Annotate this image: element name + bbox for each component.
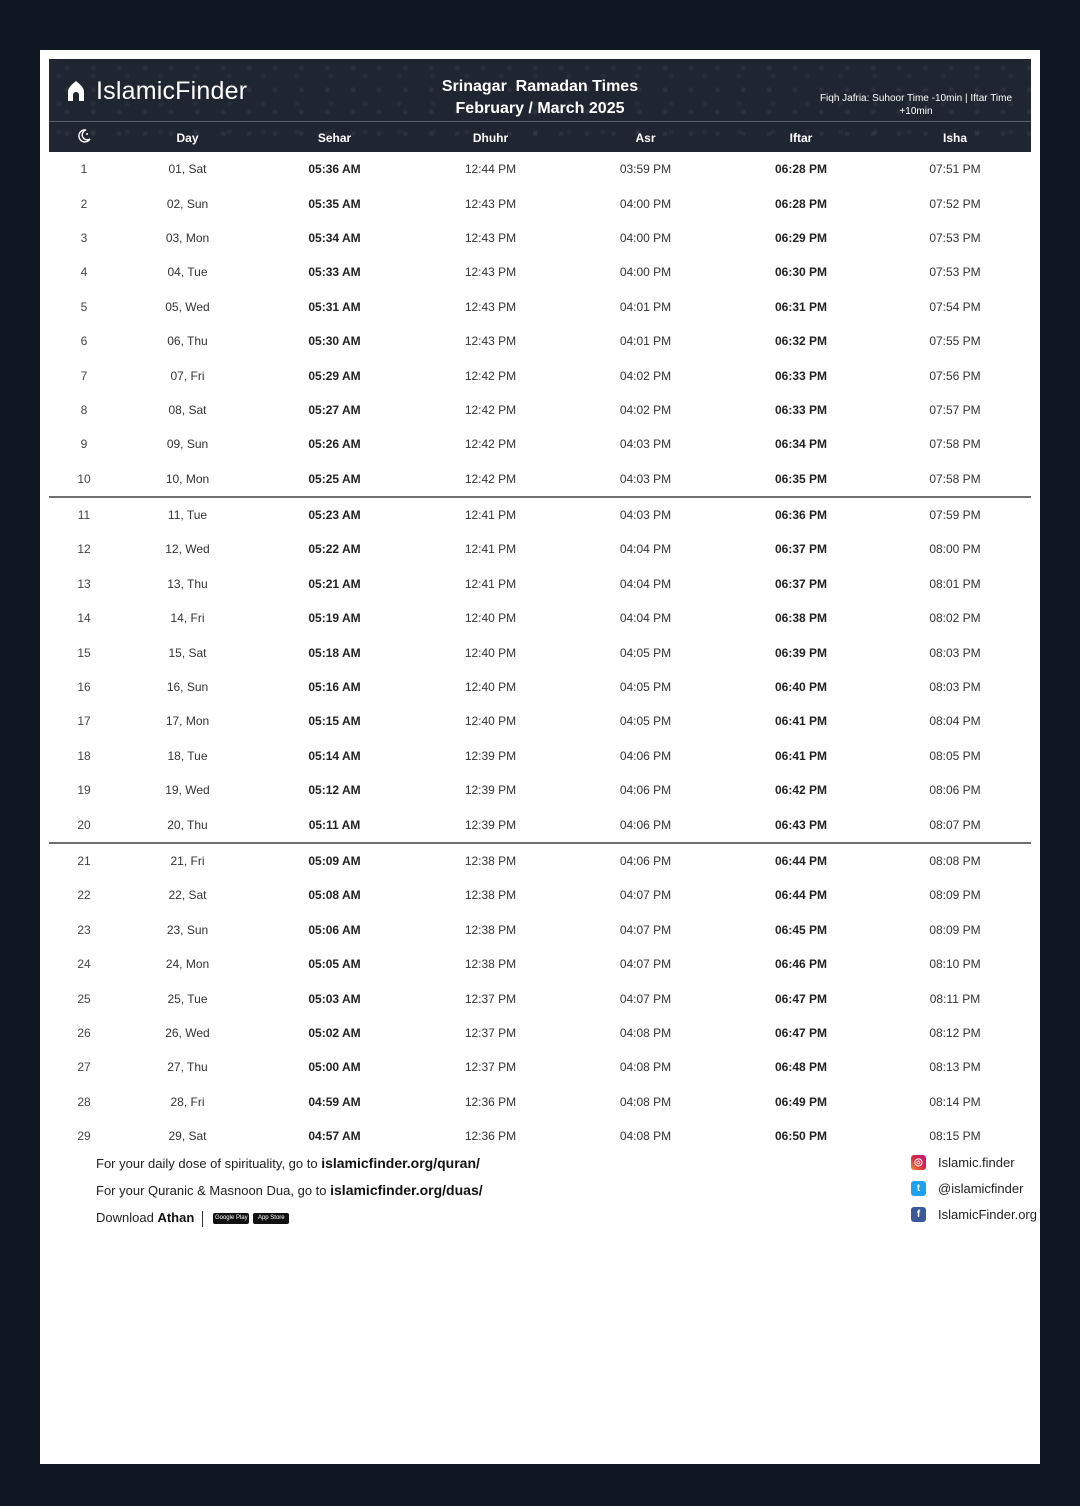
row-dhuhr: 12:41 PM: [464, 576, 517, 591]
row-dhuhr: 12:39 PM: [464, 783, 517, 798]
table-row: [49, 844, 1031, 878]
row-sehar: 05:36 AM: [308, 162, 361, 177]
row-sehar: 05:33 AM: [308, 265, 361, 280]
facebook-link[interactable]: [911, 1207, 1037, 1222]
row-asr: 04:08 PM: [619, 1025, 672, 1040]
row-day: 23, Sun: [166, 922, 209, 937]
header-isha: Isha: [942, 130, 967, 145]
row-iftar: 06:49 PM: [774, 1094, 828, 1109]
row-asr: 04:03 PM: [619, 437, 672, 452]
row-isha: 08:13 PM: [929, 1060, 981, 1075]
table-row: [49, 186, 1031, 220]
row-day: 10, Mon: [165, 471, 210, 486]
row-day: 14, Fri: [170, 611, 205, 626]
table-row: [49, 152, 1031, 186]
row-iftar: 06:40 PM: [774, 680, 828, 695]
row-iftar: 06:44 PM: [774, 888, 828, 903]
row-number: 24: [77, 957, 91, 972]
row-day: 04, Tue: [167, 265, 208, 280]
row-day: 02, Sun: [166, 196, 209, 211]
table-row: [49, 393, 1031, 427]
header-asr: Asr: [635, 130, 656, 145]
row-sehar: 05:26 AM: [308, 437, 361, 452]
row-day: 17, Mon: [165, 714, 210, 729]
row-sehar: 05:06 AM: [308, 922, 361, 937]
row-sehar: 05:34 AM: [308, 230, 361, 245]
row-day: 01, Sat: [168, 162, 207, 177]
row-isha: 08:06 PM: [929, 783, 981, 798]
table-row: [49, 947, 1031, 981]
table-row: [49, 1119, 1031, 1153]
title-city: Srinagar Ramadan Times: [441, 78, 639, 95]
row-sehar: 05:19 AM: [308, 611, 361, 626]
row-day: 28, Fri: [170, 1094, 205, 1109]
row-number: 20: [77, 817, 91, 832]
row-sehar: 05:30 AM: [308, 334, 361, 349]
row-isha: 07:53 PM: [929, 230, 981, 245]
row-dhuhr: 12:44 PM: [464, 162, 517, 177]
row-number: 29: [77, 1129, 91, 1144]
row-sehar: 05:14 AM: [308, 748, 361, 763]
row-number: 2: [80, 196, 88, 211]
table-row: [49, 739, 1031, 773]
row-iftar: 06:42 PM: [774, 783, 828, 798]
row-asr: 04:05 PM: [619, 645, 672, 660]
row-dhuhr: 12:37 PM: [464, 1060, 517, 1075]
row-day: 12, Wed: [165, 542, 210, 557]
download-line: [96, 1210, 289, 1227]
row-isha: 08:12 PM: [929, 1025, 981, 1040]
row-number: 19: [77, 783, 91, 798]
row-asr: 04:07 PM: [619, 922, 672, 937]
row-sehar: 05:31 AM: [308, 299, 361, 314]
instagram-link[interactable]: [911, 1155, 1015, 1170]
row-sehar: 05:03 AM: [308, 991, 361, 1006]
row-sehar: 05:08 AM: [308, 888, 361, 903]
row-isha: 08:00 PM: [929, 542, 981, 557]
row-sehar: 05:09 AM: [308, 854, 361, 868]
row-asr: 04:00 PM: [619, 230, 672, 245]
row-iftar: 06:31 PM: [774, 299, 828, 314]
row-number: 3: [80, 230, 88, 245]
row-iftar: 06:39 PM: [774, 645, 828, 660]
row-dhuhr: 12:37 PM: [464, 991, 517, 1006]
row-asr: 04:07 PM: [619, 888, 672, 903]
app-store-badge[interactable]: App Store: [253, 1213, 289, 1224]
fiqh-note: Fiqh Jafria: Suhoor Time -10min | Iftar Time +10min: [819, 93, 1013, 117]
table-row: [49, 913, 1031, 947]
row-isha: 08:15 PM: [929, 1129, 981, 1144]
row-isha: 07:58 PM: [929, 471, 981, 486]
row-day: 18, Tue: [167, 748, 208, 763]
row-day: 29, Sat: [168, 1129, 207, 1144]
row-asr: 04:07 PM: [619, 991, 672, 1006]
row-isha: 07:54 PM: [929, 299, 981, 314]
row-sehar: 05:00 AM: [308, 1060, 361, 1075]
row-number: 25: [77, 991, 91, 1006]
row-iftar: 06:33 PM: [774, 368, 828, 383]
table-row: [49, 532, 1031, 566]
table-row: [49, 290, 1031, 324]
row-sehar: 04:57 AM: [308, 1129, 361, 1144]
row-day: 03, Mon: [165, 230, 210, 245]
row-day: 22, Sat: [168, 888, 207, 903]
row-day: 27, Thu: [167, 1060, 208, 1075]
row-number: 13: [77, 576, 91, 591]
table-row: [49, 358, 1031, 392]
row-dhuhr: 12:37 PM: [464, 1025, 517, 1040]
timetable-sheet: [40, 50, 1040, 1464]
row-number: 6: [80, 334, 88, 349]
table-row: [49, 704, 1031, 738]
row-asr: 04:01 PM: [619, 334, 672, 349]
row-asr: 04:00 PM: [619, 265, 672, 280]
row-number: 4: [80, 265, 88, 280]
table-header: [49, 121, 1031, 153]
row-isha: 08:09 PM: [929, 888, 981, 903]
row-asr: 04:04 PM: [619, 576, 672, 591]
row-asr: 04:08 PM: [619, 1094, 672, 1109]
row-number: 16: [77, 680, 91, 695]
header-sehar: Sehar: [317, 130, 352, 145]
row-sehar: 05:29 AM: [308, 368, 361, 383]
row-asr: 04:06 PM: [619, 783, 672, 798]
header-dhuhr: Dhuhr: [472, 130, 509, 145]
row-day: 05, Wed: [165, 299, 210, 314]
row-asr: 04:04 PM: [619, 542, 672, 557]
instagram-icon: ◎: [911, 1155, 926, 1170]
row-number: 1: [80, 162, 88, 177]
row-asr: 04:01 PM: [619, 299, 672, 314]
row-isha: 07:53 PM: [929, 265, 981, 280]
quran-line: [96, 1155, 480, 1171]
row-day: 15, Sat: [168, 645, 207, 660]
row-dhuhr: 12:40 PM: [464, 680, 517, 695]
row-iftar: 06:41 PM: [774, 748, 828, 763]
row-number: 23: [77, 922, 91, 937]
row-iftar: 06:37 PM: [774, 576, 828, 591]
row-iftar: 06:46 PM: [774, 957, 828, 972]
timetable-body: [49, 152, 1031, 1153]
row-day: 11, Tue: [167, 508, 208, 523]
table-row: [49, 324, 1031, 358]
row-isha: 07:52 PM: [929, 196, 981, 211]
row-number: 10: [77, 471, 91, 486]
row-asr: 04:05 PM: [619, 714, 672, 729]
row-dhuhr: 12:36 PM: [464, 1129, 517, 1144]
row-iftar: 06:43 PM: [774, 817, 828, 832]
row-dhuhr: 12:42 PM: [464, 368, 517, 383]
athan-app[interactable]: Athan: [157, 1210, 195, 1225]
row-sehar: 05:15 AM: [308, 714, 361, 729]
row-iftar: 06:30 PM: [774, 265, 828, 280]
row-asr: 04:04 PM: [619, 611, 672, 626]
table-row: [49, 878, 1031, 912]
row-dhuhr: 12:42 PM: [464, 437, 517, 452]
title-month: February / March 2025: [455, 100, 625, 117]
row-isha: 08:07 PM: [929, 817, 981, 832]
row-day: 24, Mon: [165, 957, 210, 972]
row-sehar: 05:27 AM: [308, 402, 361, 417]
table-row: [49, 773, 1031, 807]
row-isha: 08:10 PM: [929, 957, 981, 972]
table-row: [49, 635, 1031, 669]
row-day: 20, Thu: [167, 817, 208, 832]
row-asr: 04:03 PM: [619, 508, 672, 523]
row-isha: 07:55 PM: [929, 334, 981, 349]
dua-text: For your Quranic & Masnoon Dua, go to: [96, 1183, 331, 1198]
table-row: [49, 462, 1031, 496]
brand-name: IslamicFinder: [96, 76, 248, 105]
row-isha: 08:04 PM: [929, 714, 981, 729]
row-dhuhr: 12:42 PM: [464, 471, 517, 486]
table-row: [49, 255, 1031, 289]
row-day: 06, Thu: [167, 334, 208, 349]
download-text: Download: [96, 1210, 158, 1225]
google-play-badge[interactable]: Google Play: [213, 1213, 249, 1224]
row-sehar: 05:23 AM: [308, 508, 361, 523]
row-number: 12: [77, 542, 91, 557]
row-number: 18: [77, 748, 91, 763]
twitter-handle: @islamicfinder: [938, 1181, 1024, 1196]
row-isha: 08:02 PM: [929, 611, 981, 626]
row-sehar: 05:16 AM: [308, 680, 361, 695]
table-row: [49, 981, 1031, 1015]
table-row: [49, 221, 1031, 255]
row-number: 22: [77, 888, 91, 903]
row-dhuhr: 12:38 PM: [464, 854, 517, 868]
row-number: 14: [77, 611, 91, 626]
row-dhuhr: 12:38 PM: [464, 888, 517, 903]
row-asr: 04:06 PM: [619, 748, 672, 763]
facebook-handle: IslamicFinder.org: [938, 1207, 1037, 1222]
row-iftar: 06:29 PM: [774, 230, 828, 245]
row-iftar: 06:48 PM: [774, 1060, 828, 1075]
table-row: [49, 1016, 1031, 1050]
row-iftar: 06:32 PM: [774, 334, 828, 349]
row-sehar: 05:12 AM: [308, 783, 361, 798]
row-dhuhr: 12:43 PM: [464, 230, 517, 245]
row-iftar: 06:35 PM: [774, 471, 828, 486]
row-iftar: 06:50 PM: [774, 1129, 828, 1144]
row-iftar: 06:34 PM: [774, 437, 828, 452]
row-day: 19, Wed: [165, 783, 210, 798]
row-isha: 07:51 PM: [929, 162, 981, 177]
row-sehar: 05:18 AM: [308, 645, 361, 660]
dua-link[interactable]: islamicfinder.org/duas/: [330, 1182, 483, 1198]
row-asr: 04:05 PM: [619, 680, 672, 695]
row-iftar: 06:47 PM: [774, 1025, 828, 1040]
table-row: [49, 601, 1031, 635]
row-isha: 08:11 PM: [929, 991, 981, 1006]
row-isha: 08:01 PM: [929, 576, 981, 591]
row-asr: 03:59 PM: [619, 162, 672, 177]
row-asr: 04:06 PM: [619, 817, 672, 832]
row-asr: 04:08 PM: [619, 1129, 672, 1144]
quran-text: For your daily dose of spirituality, go to: [96, 1156, 322, 1171]
dua-line: [96, 1182, 483, 1198]
row-number: 9: [80, 437, 88, 452]
row-iftar: 06:28 PM: [774, 162, 828, 177]
row-sehar: 05:11 AM: [308, 817, 361, 832]
row-asr: 04:02 PM: [619, 402, 672, 417]
row-iftar: 06:28 PM: [774, 196, 828, 211]
row-isha: 08:08 PM: [929, 854, 981, 868]
row-sehar: 05:02 AM: [308, 1025, 361, 1040]
row-isha: 07:56 PM: [929, 368, 981, 383]
row-number: 11: [77, 508, 91, 523]
table-row: [49, 498, 1031, 532]
table-row: [49, 1050, 1031, 1084]
row-asr: 04:02 PM: [619, 368, 672, 383]
row-dhuhr: 12:36 PM: [464, 1094, 517, 1109]
row-dhuhr: 12:40 PM: [464, 714, 517, 729]
row-day: 26, Wed: [165, 1025, 210, 1040]
row-dhuhr: 12:43 PM: [464, 196, 517, 211]
row-day: 08, Sat: [168, 402, 207, 417]
row-number: 28: [77, 1094, 91, 1109]
row-day: 16, Sun: [166, 680, 209, 695]
row-day: 09, Sun: [166, 437, 209, 452]
row-dhuhr: 12:42 PM: [464, 402, 517, 417]
row-asr: 04:03 PM: [619, 471, 672, 486]
row-iftar: 06:37 PM: [774, 542, 828, 557]
row-isha: 07:59 PM: [929, 508, 981, 523]
facebook-icon: f: [911, 1207, 926, 1222]
row-number: 26: [77, 1025, 91, 1040]
row-iftar: 06:36 PM: [774, 508, 828, 523]
row-number: 27: [77, 1060, 91, 1075]
row-isha: 08:03 PM: [929, 680, 981, 695]
divider: [202, 1211, 203, 1227]
row-isha: 08:03 PM: [929, 645, 981, 660]
moon-icon: [49, 128, 119, 147]
row-asr: 04:06 PM: [619, 854, 672, 868]
row-sehar: 05:21 AM: [308, 576, 361, 591]
row-dhuhr: 12:39 PM: [464, 748, 517, 763]
row-dhuhr: 12:41 PM: [464, 542, 517, 557]
row-day: 07, Fri: [170, 368, 205, 383]
table-row: [49, 567, 1031, 601]
row-dhuhr: 12:38 PM: [464, 957, 517, 972]
row-iftar: 06:41 PM: [774, 714, 828, 729]
row-number: 17: [77, 714, 91, 729]
row-iftar: 06:47 PM: [774, 991, 828, 1006]
row-isha: 07:57 PM: [929, 402, 981, 417]
row-isha: 07:58 PM: [929, 437, 981, 452]
row-asr: 04:07 PM: [619, 957, 672, 972]
row-day: 25, Tue: [167, 991, 208, 1006]
row-asr: 04:08 PM: [619, 1060, 672, 1075]
twitter-icon: t: [911, 1181, 926, 1196]
table-row: [49, 670, 1031, 704]
row-iftar: 06:33 PM: [774, 402, 828, 417]
table-row: [49, 1085, 1031, 1119]
row-asr: 04:00 PM: [619, 196, 672, 211]
row-dhuhr: 12:38 PM: [464, 922, 517, 937]
row-number: 8: [80, 402, 88, 417]
table-row: [49, 807, 1031, 841]
header-iftar: Iftar: [789, 130, 813, 145]
row-dhuhr: 12:40 PM: [464, 645, 517, 660]
row-iftar: 06:38 PM: [774, 611, 828, 626]
row-sehar: 04:59 AM: [308, 1094, 361, 1109]
row-day: 21, Fri: [170, 854, 205, 868]
row-sehar: 05:05 AM: [308, 957, 361, 972]
quran-link[interactable]: islamicfinder.org/quran/: [321, 1155, 480, 1171]
row-sehar: 05:25 AM: [308, 471, 361, 486]
row-dhuhr: 12:43 PM: [464, 334, 517, 349]
row-isha: 08:14 PM: [929, 1094, 981, 1109]
row-sehar: 05:35 AM: [308, 196, 361, 211]
row-iftar: 06:44 PM: [774, 854, 828, 868]
row-isha: 08:09 PM: [929, 922, 981, 937]
row-day: 13, Thu: [167, 576, 208, 591]
row-number: 21: [77, 854, 91, 868]
row-dhuhr: 12:40 PM: [464, 611, 517, 626]
twitter-link[interactable]: [911, 1181, 1023, 1196]
row-dhuhr: 12:41 PM: [464, 508, 517, 523]
table-row: [49, 427, 1031, 461]
row-sehar: 05:22 AM: [308, 542, 361, 557]
row-dhuhr: 12:43 PM: [464, 299, 517, 314]
row-number: 15: [77, 645, 91, 660]
row-number: 7: [80, 368, 88, 383]
instagram-handle: Islamic.finder: [938, 1155, 1015, 1170]
header-day: Day: [176, 130, 199, 145]
row-iftar: 06:45 PM: [774, 922, 828, 937]
row-isha: 08:05 PM: [929, 748, 981, 763]
row-dhuhr: 12:39 PM: [464, 817, 517, 832]
row-number: 5: [80, 299, 88, 314]
row-dhuhr: 12:43 PM: [464, 265, 517, 280]
